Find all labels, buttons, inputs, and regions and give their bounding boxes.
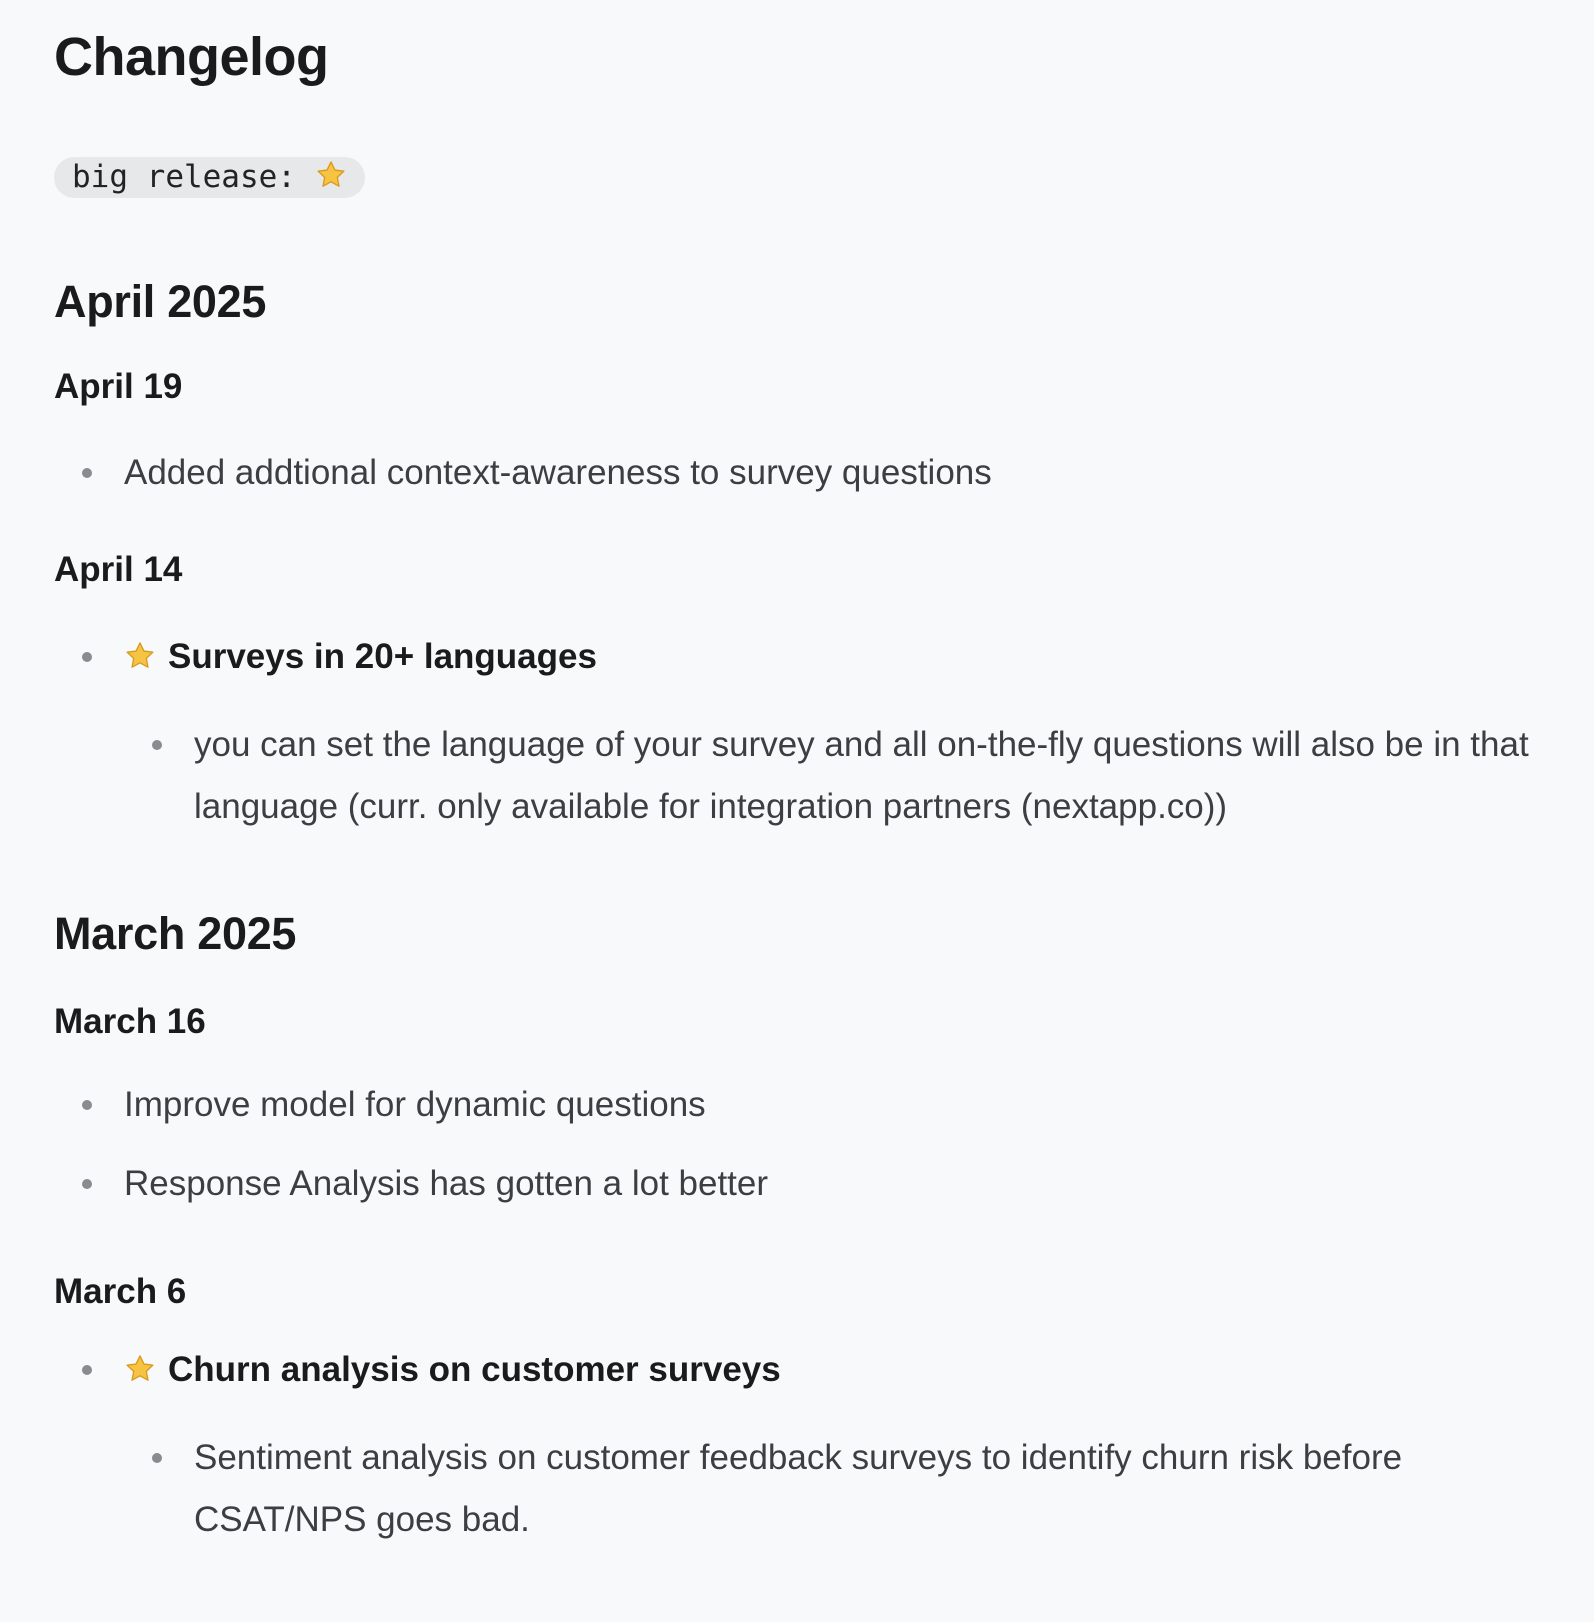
bullet xyxy=(82,1100,92,1110)
sub-list-item-text: you can set the language of your survey and all on-the-fly questions will also be in that language (curr. only available for integration partners (nextapp.co)) xyxy=(194,725,1529,826)
day-heading: April 19 xyxy=(54,367,183,406)
bullet xyxy=(82,1179,92,1189)
month-heading: April 2025 xyxy=(54,276,267,327)
month-heading: March 2025 xyxy=(54,908,297,959)
list-item-text xyxy=(124,626,597,688)
day-heading: March 6 xyxy=(54,1272,187,1311)
bullet xyxy=(152,1453,162,1463)
list-item-text: Improve model for dynamic questions xyxy=(124,1085,706,1124)
list-item-text xyxy=(124,1339,781,1401)
big-release-title: Surveys in 20+ languages xyxy=(168,637,597,676)
star-icon xyxy=(124,640,156,672)
bullet xyxy=(152,740,162,750)
sub-list-item-text: Sentiment analysis on customer feedback surveys to identify churn risk before CSAT/NPS goes bad. xyxy=(194,1438,1403,1539)
list-item-text: Added addtional context-awareness to survey questions xyxy=(124,453,992,492)
legend-label: big release: xyxy=(72,159,296,195)
page-title: Changelog xyxy=(54,27,329,87)
star-icon xyxy=(124,1353,156,1385)
big-release-title: Churn analysis on customer surveys xyxy=(168,1350,781,1389)
star-icon xyxy=(315,159,347,191)
bullet xyxy=(82,652,92,662)
big-release-legend xyxy=(54,157,365,198)
bullet xyxy=(82,1365,92,1375)
day-heading: April 14 xyxy=(54,550,183,589)
day-heading: March 16 xyxy=(54,1002,206,1041)
list-item-text: Response Analysis has gotten a lot better xyxy=(124,1164,769,1203)
bullet xyxy=(82,468,92,478)
